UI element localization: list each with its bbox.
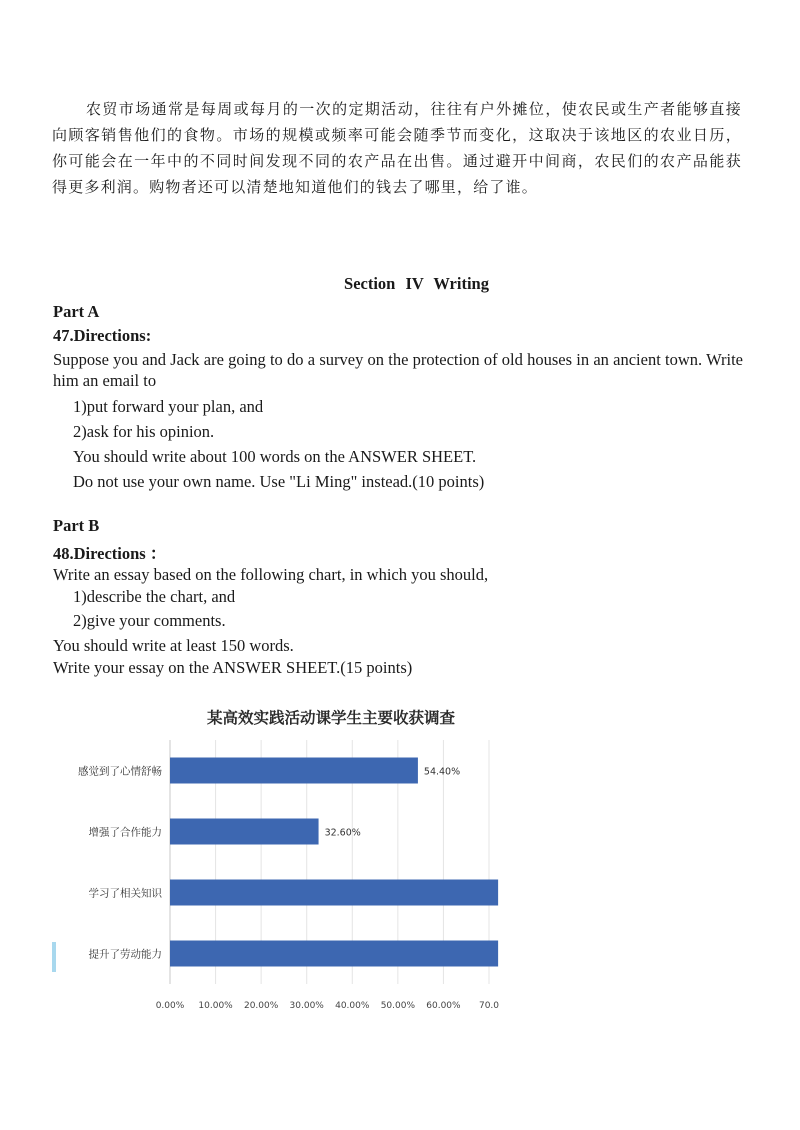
part-b-item-2: 2)give your comments. [73, 611, 226, 630]
part-b-intro: Write an essay based on the following chart, in which you should, [53, 565, 489, 584]
x-tick-label: 70.0 [478, 1001, 500, 1011]
category-label: 提升了劳动能力 [88, 948, 162, 961]
chinese-paragraph: 农贸市场通常是每周或每月的一次的定期活动，往往有户外摊位，使农民或生产者能够直接向顾客销售他们的食物。市场的规模或频率可能会随季节而变化，这取决于该地区的农业日历，你可能会在一年中的不同时间发现不同的农产品在出售。通过避开中间商，农民们的农产品能获得更多利润。购物者还可以清楚地知道他们的钱去了哪里，给了谁。 [52, 100, 742, 196]
x-tick-label: 50.00% [380, 1001, 416, 1011]
part-b-label: Part B [53, 516, 100, 535]
data-label: 32.60% [324, 827, 361, 839]
bar [170, 880, 498, 906]
part-a-item-2: 2)ask for his opinion. [73, 422, 215, 441]
part-a-requirement-1: You should write about 100 words on the ANSWER SHEET. [73, 447, 477, 466]
x-tick-label: 10.00% [198, 1001, 233, 1011]
chart-edge-decoration [52, 942, 56, 972]
part-b-item-1: 1)describe the chart, and [73, 587, 236, 606]
bar [170, 758, 418, 784]
data-label: 54.40% [423, 766, 461, 778]
bar [170, 941, 498, 967]
part-a-label: Part A [53, 302, 100, 321]
x-tick-label: 20.00% [243, 1001, 279, 1011]
part-a-intro: Suppose you and Jack are going to do a survey on the protection of old houses in an ancient town. Write him an email to [53, 350, 743, 390]
part-b-directions-label: 48.Directions ： [53, 544, 167, 563]
chart-title: 某高效实践活动课学生主要收获调查 [207, 709, 456, 727]
x-tick-label: 40.00% [335, 1001, 370, 1011]
x-tick-label: 60.00% [426, 1001, 461, 1011]
section-title: Section IV Writing [344, 274, 489, 293]
survey-bar-chart [52, 700, 500, 1020]
part-a-requirement-2: Do not use your own name. Use "Li Ming" instead.(10 points) [73, 472, 485, 491]
category-label: 学习了相关知识 [88, 887, 162, 900]
x-tick-label: 30.00% [289, 1001, 324, 1011]
category-label: 感觉到了心情舒畅 [78, 765, 162, 778]
part-a-item-1: 1)put forward your plan, and [73, 397, 264, 416]
bar [170, 819, 319, 845]
x-tick-label: 0.00% [155, 1001, 185, 1011]
part-b-requirement-1: You should write at least 150 words. [53, 636, 294, 655]
part-b-requirement-2: Write your essay on the ANSWER SHEET.(15 points) [53, 658, 413, 677]
part-a-directions-label: 47.Directions: [53, 326, 152, 345]
category-label: 增强了合作能力 [88, 826, 162, 839]
